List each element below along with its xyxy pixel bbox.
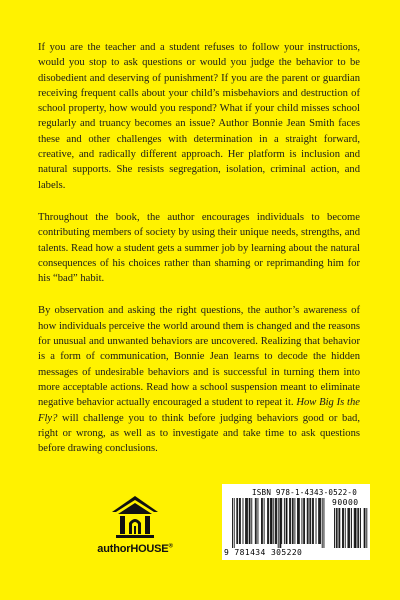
paragraph-3-text-before-title: By observation and asking the right questions, the author’s awareness of how individuals perceive the world around them is changed and the reasons for unusual and unwanted behaviors are uncovered. Realizing that behavior is a form of communication, Bonnie Jean learns to decode the hidden messages of undesirable behaviors and is successful in turning them into more acceptable actions. Read how a school suspension meant to eliminate negative behavior actually encouraged a student to repeat it. xyxy=(38,305,360,409)
paragraph-3-text-after-title: will challenge you to think before judging behaviors good or bad, right or wrong, as well as to investigate and take time to ask questions before drawing conclusions. xyxy=(38,412,360,455)
blurb-paragraph-3 xyxy=(38,303,360,456)
authorhouse-logo-icon xyxy=(110,494,160,540)
blurb-text xyxy=(38,40,360,473)
book-title: How Big Is the Fly? xyxy=(38,397,361,424)
isbn-label: ISBN 978-1-4343-0522-0 xyxy=(252,488,357,497)
publisher-name xyxy=(80,543,190,555)
publisher-name-part-1: author xyxy=(97,543,131,555)
trademark-symbol: ® xyxy=(168,543,173,550)
blurb-paragraph-1: If you are the teacher and a student refuses to follow your instructions, would you stop to ask questions or would you judge the behavior to be disobedient and deserving of punishment? If you are the parent or guardian receiving frequent calls about your child’s misbehaviors and destruction of school property, how would you respond? What if your child misses school regularly and truancy becomes an issue? Author Bonnie Jean Smith faces these and other challenges with determination in a straight forward, creative, and radically different approach. Her platform is inclusion and natural supports. She resists segregation, isolation, criminal action, and labels. xyxy=(38,42,360,191)
blurb-paragraph-2: Throughout the book, the author encourages individuals to become contributing members of society by using their unique needs, strengths, and talents. Read how a student gets a summer job by learning about the natural consequences of his choices rather than shaming or reprimanding him for his “bad” habit. xyxy=(38,211,360,285)
publisher-logo xyxy=(80,494,190,555)
barcode-digits: 9 781434 305220 xyxy=(224,548,303,557)
publisher-name-part-2: HOUSE xyxy=(130,543,169,555)
barcode-box xyxy=(222,484,370,560)
price-code: 90000 xyxy=(332,498,359,507)
